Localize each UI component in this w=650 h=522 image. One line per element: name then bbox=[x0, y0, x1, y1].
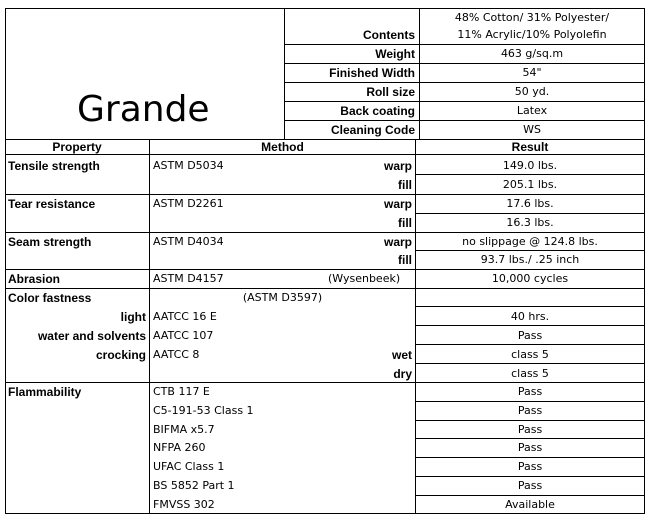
seam-fill-label: fill bbox=[398, 253, 412, 267]
property-tensile: Tensile strength bbox=[8, 159, 100, 173]
border-bottom bbox=[5, 513, 645, 514]
property-tear: Tear resistance bbox=[8, 197, 96, 211]
spec-value-contents-line2: 11% Acrylic/10% Polyolefin bbox=[457, 28, 607, 41]
flammability-method: NFPA 260 bbox=[153, 441, 206, 454]
flammability-method: FMVSS 302 bbox=[153, 498, 215, 511]
flammability-method: BIFMA x5.7 bbox=[153, 423, 215, 436]
method-seam: ASTM D4034 bbox=[153, 235, 224, 248]
color-light-result: 40 hrs. bbox=[510, 310, 550, 323]
spec-row-line bbox=[284, 63, 645, 64]
spec-value-finished-width: 54" bbox=[522, 66, 542, 79]
result-row-line bbox=[415, 401, 645, 402]
method-color-note: (ASTM D3597) bbox=[242, 291, 323, 304]
spec-label-roll-size: Roll size bbox=[366, 85, 415, 99]
spec-row-line bbox=[284, 120, 645, 121]
tensile-warp-result: 149.0 lbs. bbox=[502, 159, 558, 172]
spec-value-roll-size: 50 yd. bbox=[514, 85, 550, 98]
tensile-fill-label: fill bbox=[398, 178, 412, 192]
result-row-line bbox=[415, 476, 645, 477]
spec-value-cleaning-code: WS bbox=[523, 123, 541, 136]
color-dry-result: class 5 bbox=[511, 367, 549, 380]
spec-label-cleaning-code: Cleaning Code bbox=[330, 123, 415, 137]
color-light-method: AATCC 16 E bbox=[153, 310, 217, 323]
abrasion-result: 10,000 cycles bbox=[491, 272, 569, 285]
spec-row-line bbox=[284, 44, 645, 45]
flammability-result: Pass bbox=[517, 441, 543, 454]
flammability-method: BS 5852 Part 1 bbox=[153, 479, 235, 492]
flammability-method: UFAC Class 1 bbox=[153, 460, 225, 473]
result-row-line bbox=[415, 325, 645, 326]
result-row-line bbox=[415, 438, 645, 439]
spec-row-line bbox=[284, 101, 645, 102]
color-light-label: light bbox=[120, 310, 146, 324]
section-line bbox=[5, 232, 645, 233]
result-row-line bbox=[415, 213, 645, 214]
flammability-result: Pass bbox=[517, 479, 543, 492]
spec-value-contents-line1: 48% Cotton/ 31% Polyester/ bbox=[454, 11, 610, 24]
spec-label-back-coating: Back coating bbox=[340, 104, 415, 118]
seam-fill-result: 93.7 lbs./ .25 inch bbox=[480, 253, 580, 266]
seam-warp-result: no slippage @ 124.8 lbs. bbox=[462, 235, 598, 248]
tensile-warp-label: warp bbox=[383, 159, 412, 173]
flammability-result: Available bbox=[505, 498, 555, 511]
col-header-method: Method bbox=[261, 140, 304, 154]
method-abrasion-note: (Wysenbeek) bbox=[328, 272, 401, 285]
tear-warp-label: warp bbox=[383, 197, 412, 211]
color-wet-result: class 5 bbox=[511, 348, 549, 361]
color-wet-label: wet bbox=[391, 348, 412, 362]
col-header-result: Result bbox=[511, 140, 549, 154]
result-row-line bbox=[415, 306, 645, 307]
result-row-line bbox=[415, 363, 645, 364]
flammability-result: Pass bbox=[517, 404, 543, 417]
color-crocking-method: AATCC 8 bbox=[153, 348, 200, 361]
flammability-result: Pass bbox=[517, 423, 543, 436]
section-line bbox=[5, 269, 645, 270]
result-row-line bbox=[415, 344, 645, 345]
flammability-result: Pass bbox=[517, 460, 543, 473]
color-water-label: water and solvents bbox=[37, 329, 146, 343]
result-row-line bbox=[415, 174, 645, 175]
col-divider-property bbox=[149, 139, 150, 514]
result-row-line bbox=[415, 457, 645, 458]
border-left bbox=[5, 8, 6, 514]
method-tear: ASTM D2261 bbox=[153, 197, 224, 210]
spec-value-back-coating: Latex bbox=[516, 104, 548, 117]
section-line bbox=[5, 288, 645, 289]
tensile-fill-result: 205.1 lbs. bbox=[502, 178, 558, 191]
flammability-method: CTB 117 E bbox=[153, 385, 210, 398]
spec-row-line bbox=[284, 82, 645, 83]
color-dry-label: dry bbox=[393, 367, 412, 381]
tear-warp-result: 17.6 lbs. bbox=[506, 197, 554, 210]
product-name: Grande bbox=[77, 89, 210, 130]
border-top bbox=[5, 8, 645, 9]
spec-label-contents: Contents bbox=[363, 28, 415, 42]
section-line bbox=[5, 382, 645, 383]
flammability-method: C5-191-53 Class 1 bbox=[153, 404, 254, 417]
method-abrasion: ASTM D4157 bbox=[153, 272, 224, 285]
property-color-fastness: Color fastness bbox=[8, 291, 92, 305]
spec-label-weight: Weight bbox=[375, 47, 415, 61]
method-tensile: ASTM D5034 bbox=[153, 159, 224, 172]
color-water-result: Pass bbox=[517, 329, 543, 342]
tear-fill-result: 16.3 lbs. bbox=[506, 216, 554, 229]
spec-value-weight: 463 g/sq.m bbox=[500, 47, 564, 60]
section-line bbox=[5, 194, 645, 195]
result-row-line bbox=[415, 420, 645, 421]
header-row-bottom bbox=[5, 154, 645, 155]
property-abrasion: Abrasion bbox=[8, 272, 61, 286]
tear-fill-label: fill bbox=[398, 216, 412, 230]
result-row-line bbox=[415, 250, 645, 251]
property-seam: Seam strength bbox=[8, 235, 92, 249]
flammability-result: Pass bbox=[517, 385, 543, 398]
result-row-line bbox=[415, 495, 645, 496]
spec-sheet bbox=[5, 8, 645, 514]
color-crocking-label: crocking bbox=[95, 348, 146, 362]
property-flammability: Flammability bbox=[8, 385, 82, 399]
seam-warp-label: warp bbox=[383, 235, 412, 249]
color-water-method: AATCC 107 bbox=[153, 329, 214, 342]
spec-label-finished-width: Finished Width bbox=[329, 66, 415, 80]
col-header-property: Property bbox=[52, 140, 102, 154]
